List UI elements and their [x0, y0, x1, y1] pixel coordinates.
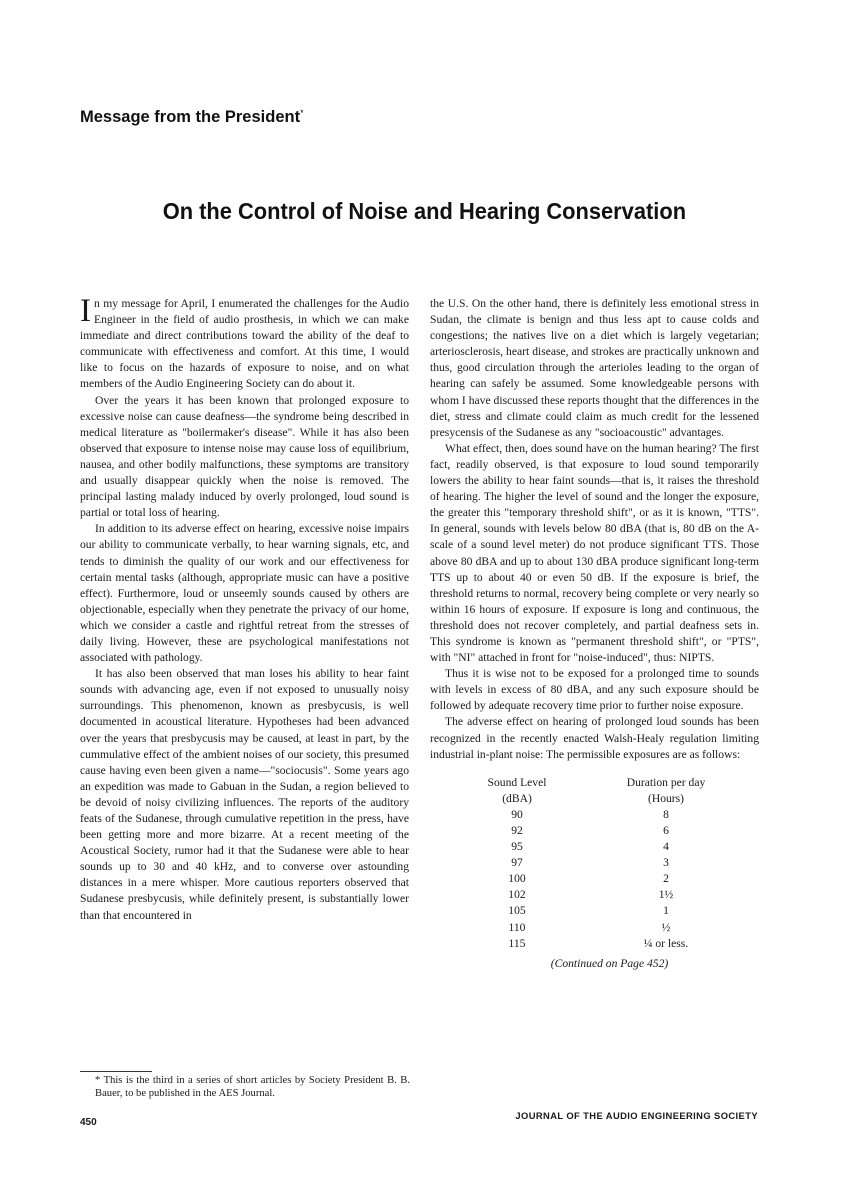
sound-level-cell: 110 — [508, 920, 526, 934]
sound-level-cell: 115 — [508, 936, 526, 950]
table-row — [471, 871, 741, 887]
paragraph-5: the U.S. On the other hand, there is definitely less emotional stress in Sudan, the climate is benign and thus less apt to cause colds and congestions; the natives live on a diet which is largely vegetarian; arteriosclerosis, heart disease, and strokes are practically unknown and thus, good circulation through the arterioles leading to the organ of hearing can safely be assumed. Some knowledgeable persons with whom I have discussed these reports thought that the differences in the diet, stress and climate could claim as much credit for the lessened presycensis of the Sudanese as any "socioacoustic" advantages. — [430, 297, 759, 439]
table-row — [471, 839, 741, 855]
table-row — [471, 903, 741, 919]
table-header-units-row — [471, 791, 741, 807]
journal-name: JOURNAL OF THE AUDIO ENGINEERING SOCIETY — [515, 1110, 758, 1121]
paragraph-6: What effect, then, does sound have on the human hearing? The first fact, readily observed, is that exposure to loud sound temporarily lowers the ability to hear faint sounds—that is, it raises the threshold of hearing. The higher the level of sound and the longer the exposure, the greater this "temporary threshold shift", or as it is known, "TTS". In general, sounds with levels below 80 dBA (that is, 80 dB on the A-scale of a sound level meter) do not produce significant TTS. Those above 80 dBA and up to about 130 dBA produce significant long-term TTS up to about 40 or even 50 dB. If the exposure is brief, the threshold returns to normal, recovery being complete or very nearly so within 16 hours of exposure. If exposure is long and continuous, the threshold does not recover completely, and partial deafness sets in. This syndrome is known as "permanent threshold shift", or "PTS", with "NI" attached in front for "noise-induced", thus: NIPTS. — [430, 441, 759, 665]
paragraph-1 — [80, 293, 409, 393]
table-header-row — [471, 775, 741, 791]
header-sound-level: Sound Level — [487, 775, 547, 789]
section-kicker — [80, 108, 304, 127]
table-row — [471, 887, 741, 903]
duration-cell: 4 — [663, 840, 669, 854]
duration-cell: 6 — [663, 824, 669, 837]
continued-note: (Continued on Page 452) — [550, 956, 669, 970]
duration-cell: ¼ or less. — [643, 936, 689, 950]
permissible-exposure-table — [471, 775, 741, 952]
sound-level-cell: 97 — [511, 856, 523, 870]
table-row — [471, 855, 741, 871]
drop-cap: I — [80, 293, 91, 329]
sound-level-cell: 92 — [511, 824, 523, 837]
header-duration-unit: (Hours) — [647, 791, 685, 805]
paragraph-1-text: n my message for April, I enumerated the challenges for the Audio Engineer in the field of audio prosthesis, in which we can make immediate and direct contributions toward the ability of the deaf to communicate with effectiveness and comfort. At this time, I would like to focus on the hazards of exposure to noise, and on what members of the Audio Engineering Society can do about it. — [80, 297, 409, 391]
left-column — [80, 293, 409, 924]
table-row — [471, 823, 741, 839]
paragraph-2: Over the years it has been known that prolonged exposure to excessive noise can cause deafness—the syndrome being described in medical literature as "boilermaker's disease". While it has also been observed that exposure to intense noise may cause loss of equilibrium, nausea, and other bodily malfunctions, these symptoms are transitory and usually disappear quickly when the noise is removed. The principal lasting malady induced by overly prolonged, loud sound is partial or total loss of hearing. — [80, 393, 409, 520]
sound-level-cell: 102 — [508, 888, 526, 902]
header-duration: Duration per day — [626, 775, 706, 789]
duration-cell: 3 — [663, 856, 669, 870]
table-body — [471, 807, 741, 952]
duration-cell: ½ — [661, 920, 671, 934]
duration-cell: 1½ — [658, 888, 674, 902]
duration-cell: 8 — [663, 807, 669, 821]
paragraph-3: In addition to its adverse effect on hearing, excessive noise impairs our ability to communicate verbally, to hear warning signals, etc, and tends to diminish the quality of our work and our effectiveness for certain mental tasks (although, appropriate music can have a positive effect). Furthermore, loud or unseemly sounds caused by others are objectionable, especially when they penetrate the privacy of our home, which we consider a castle and rightful retreat from the stresses of daily living. However, these are psychological manifestations not associated with pathology. — [80, 522, 409, 665]
paragraph-4: It has also been observed that man loses his ability to hear faint sounds with advancing age, even if not exposed to unusually noisy surroundings. This phenomenon, known as presbycusis, is well documented in acoustical literature. Hypotheses had been advanced over the years that presbycusis may be caused, at least in part, by the cummulative effect of the ambient noises of our society, this presumed cause having even been given a name—"sociocusis". Some years ago an expedition was made to Gabuan in the Sudan, a region believed to be devoid of noisy civilizing influences. The reports of the auditory feats of the Sudanese, through cumulative repetition in the press, have been getting more and more bizarre. At a recent meeting of the Acoustical Society, rumor had it that the Sudanese were able to hear sounds up to 30 and 40 kHz, and to converse over astounding distances in a mere whisper. More cautious reporters observed that Sudanese presbycusis, while definitely present, is substantially lower than that encountered in — [80, 667, 409, 922]
kicker-footnote-mark: * — [300, 108, 304, 118]
sound-level-cell: 100 — [508, 872, 526, 886]
table-row — [471, 936, 741, 952]
header-sound-level-unit: (dBA) — [502, 791, 532, 805]
right-column — [430, 296, 759, 972]
footnote-rule — [80, 1071, 152, 1072]
sound-level-cell: 90 — [511, 807, 523, 821]
paragraph-7: Thus it is wise not to be exposed for a prolonged time to sounds with levels in excess of 80 dBA, and any such exposure should be followed by adequate recovery time prior to further noise exposure. — [430, 667, 759, 713]
footnote-text: * This is the third in a series of short articles by Society President B. B. Bauer, to be published in the AES Journal. — [95, 1075, 410, 1099]
table-row — [471, 807, 741, 823]
paragraph-8: The adverse effect on hearing of prolonged loud sounds has been recognized in the recently enacted Walsh-Healy regulation limiting industrial in-plant noise: The permissible exposures are as follows: — [430, 715, 759, 761]
table-row — [471, 920, 741, 936]
duration-cell: 1 — [663, 904, 669, 918]
sound-level-cell: 95 — [511, 840, 523, 854]
kicker-text: Message from the President — [80, 108, 301, 126]
page-number: 450 — [80, 1117, 97, 1128]
article-title: On the Control of Noise and Hearing Conservation — [162, 198, 687, 224]
duration-cell: 2 — [663, 872, 669, 886]
footnote — [80, 1074, 410, 1100]
sound-level-cell: 105 — [508, 904, 526, 918]
